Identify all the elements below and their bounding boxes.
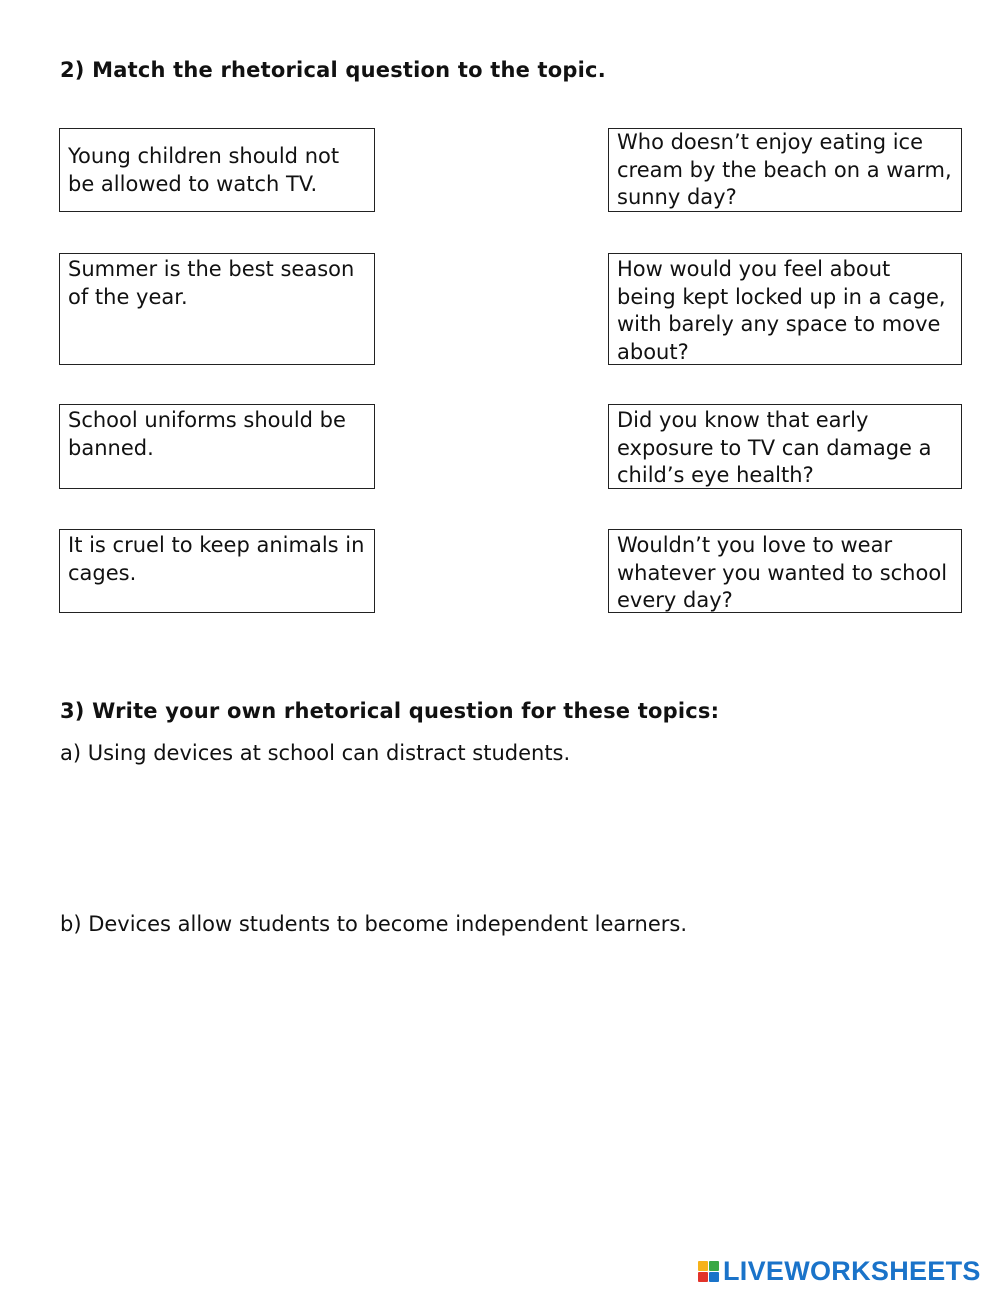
liveworksheets-logo bbox=[698, 1256, 981, 1286]
logo-text: LIVEWORKSHEETS bbox=[723, 1255, 981, 1286]
topic-box-1[interactable]: Young children should not be allowed to watch TV. bbox=[59, 128, 375, 212]
logo-square-yellow bbox=[698, 1261, 708, 1271]
topic-box-2[interactable]: Summer is the best season of the year. bbox=[59, 253, 375, 365]
question-box-1[interactable]: Who doesn’t enjoy eating ice cream by the beach on a warm, sunny day? bbox=[608, 128, 962, 212]
section-2-heading: 2) Match the rhetorical question to the topic. bbox=[60, 58, 606, 82]
section-3-heading: 3) Write your own rhetorical question for these topics: bbox=[60, 699, 720, 723]
prompt-b: b) Devices allow students to become independent learners. bbox=[60, 912, 688, 936]
question-box-2[interactable]: How would you feel about being kept locked up in a cage, with barely any space to move about? bbox=[608, 253, 962, 365]
logo-square-green bbox=[709, 1261, 719, 1271]
question-box-4[interactable]: Wouldn’t you love to wear whatever you wanted to school every day? bbox=[608, 529, 962, 613]
question-box-3[interactable]: Did you know that early exposure to TV can damage a child’s eye health? bbox=[608, 404, 962, 489]
logo-square-blue bbox=[709, 1272, 719, 1282]
logo-icon bbox=[698, 1261, 719, 1282]
logo-square-red bbox=[698, 1272, 708, 1282]
topic-box-3[interactable]: School uniforms should be banned. bbox=[59, 404, 375, 489]
prompt-a: a) Using devices at school can distract students. bbox=[60, 741, 571, 765]
topic-box-4[interactable]: It is cruel to keep animals in cages. bbox=[59, 529, 375, 613]
